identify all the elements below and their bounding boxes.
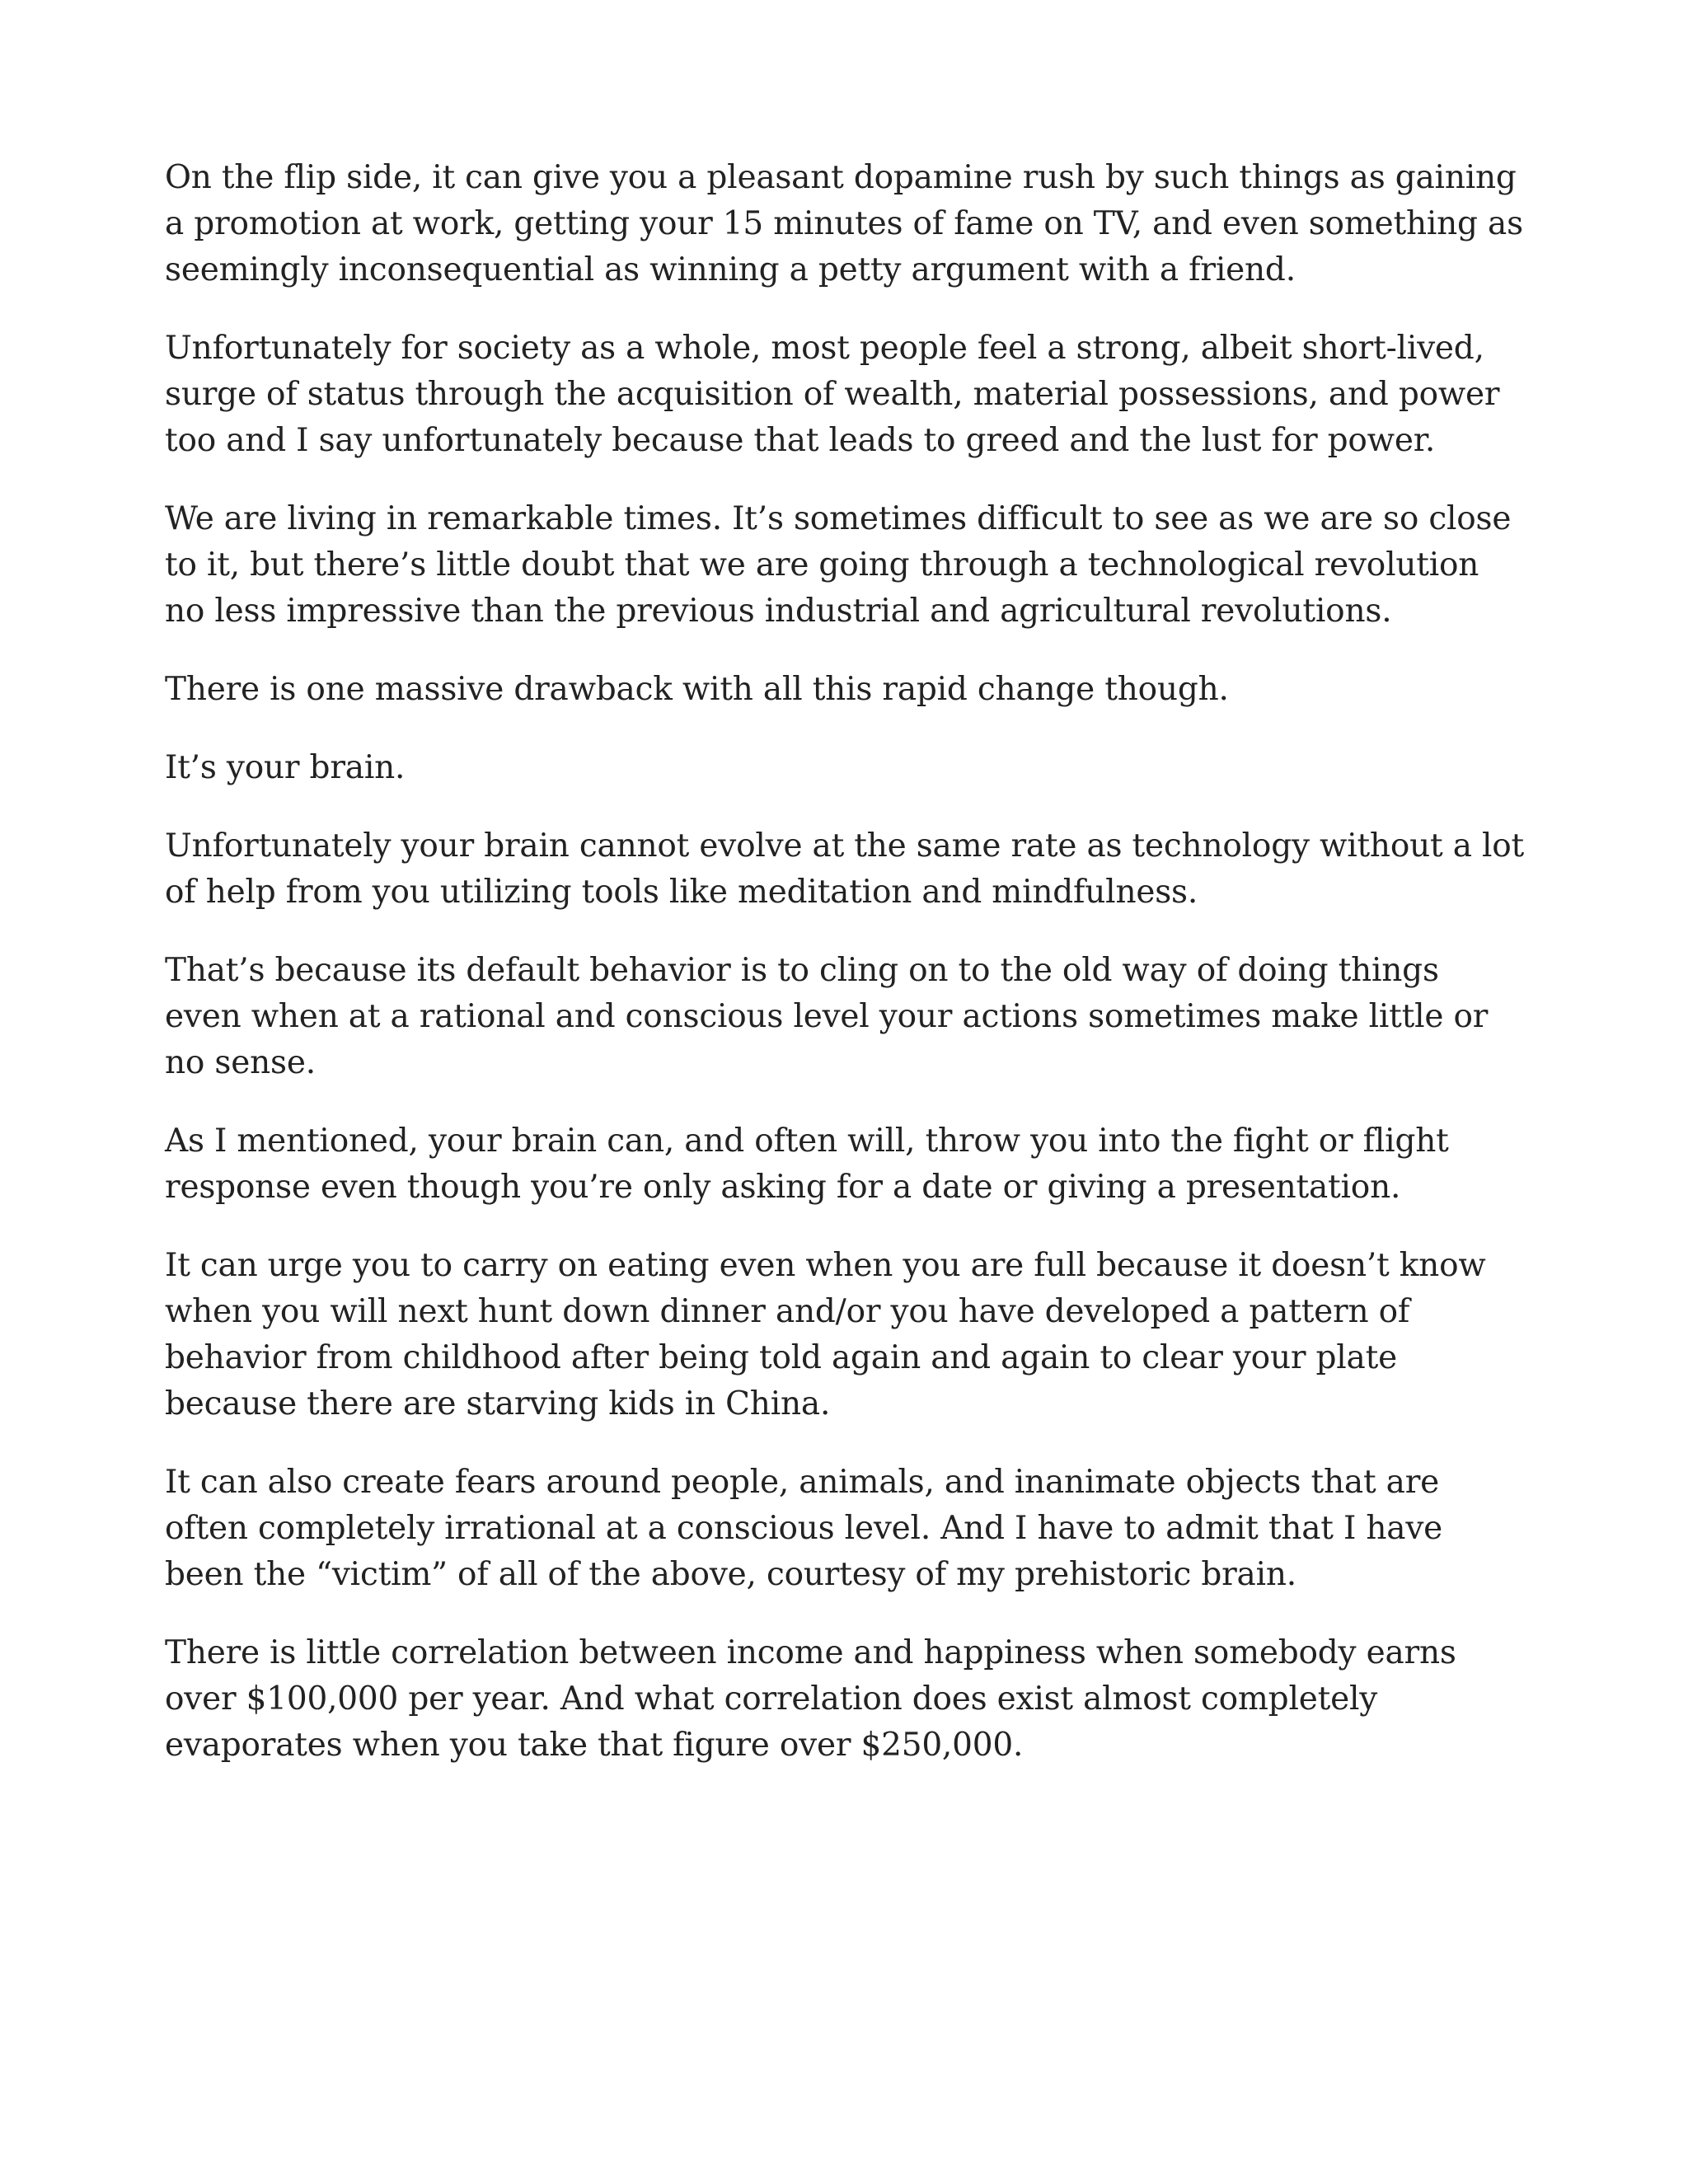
- paragraph: As I mentioned, your brain can, and often will, throw you into the fight or flight response even though you’re only asking for a date or giving a presentation.: [165, 1122, 1449, 1206]
- paragraph: It can also create fears around people, animals, and inanimate objects that are often completely irrational at a conscious level. And I have to admit that I have been the “victim” of all of the above, courtesy of my prehistoric brain.: [165, 1464, 1443, 1593]
- paragraph: On the flip side, it can give you a pleasant dopamine rush by such things as gaining a promotion at work, getting your 15 minutes of fame on TV, and even something as seemingly inconsequential as winning a petty argument with a friend.: [165, 159, 1523, 288]
- paragraph: It’s your brain.: [165, 749, 406, 786]
- paragraph: Unfortunately your brain cannot evolve at the same rate as technology without a lot of help from you utilizing tools like meditation and mindfulness.: [165, 827, 1524, 911]
- paragraph: That’s because its default behavior is to cling on to the old way of doing things even when at a rational and conscious level your actions sometimes make little or no sense.: [165, 952, 1489, 1081]
- paragraph: Unfortunately for society as a whole, most people feel a strong, albeit short-lived, surge of status through the acquisition of wealth, material possessions, and power too and I say unfortunately because that leads to greed and the lust for power.: [165, 330, 1500, 459]
- body-text: [165, 155, 1525, 1769]
- paragraph: There is one massive drawback with all this rapid change though.: [165, 671, 1229, 708]
- paragraph: It can urge you to carry on eating even when you are full because it doesn’t know when you will next hunt down dinner and/or you have developed a pattern of behavior from childhood after being told again and again to clear your plate because there are starving kids in China.: [165, 1247, 1486, 1422]
- paragraph: We are living in remarkable times. It’s sometimes difficult to see as we are so close to it, but there’s little doubt that we are going through a technological revolution no less impressive than the previous industrial and agricultural revolutions.: [165, 500, 1512, 630]
- paragraph: There is little correlation between income and happiness when somebody earns over $100,000 per year. And what correlation does exist almost completely evaporates when you take that figure over $250,000.: [165, 1634, 1456, 1764]
